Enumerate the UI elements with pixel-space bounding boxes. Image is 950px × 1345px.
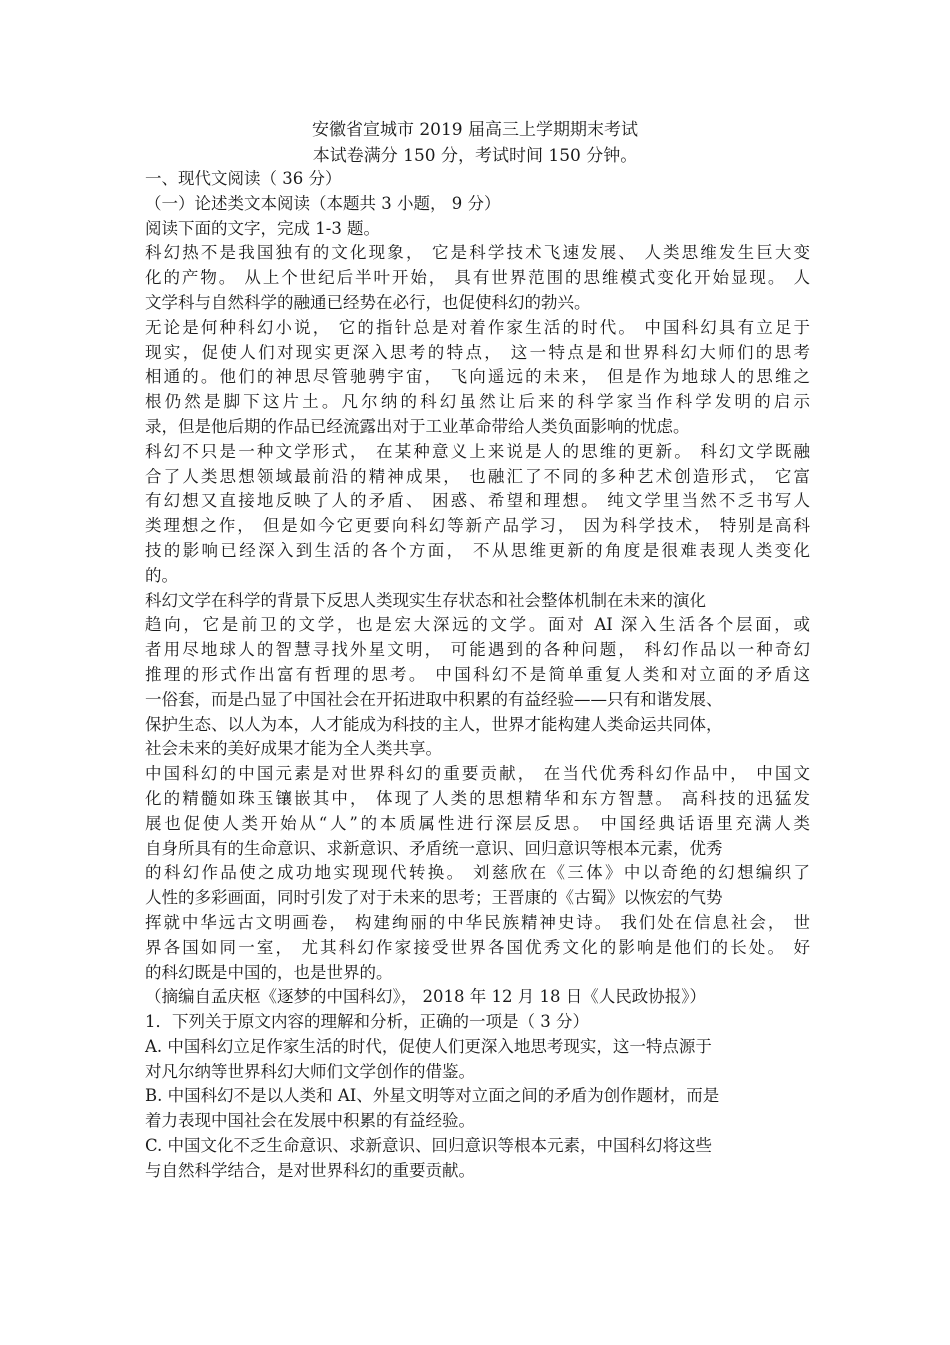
instruction-line: 阅读下面的文字，完成 1-3 题。 <box>145 218 381 238</box>
paragraph-line: 挥就中华远古文明画卷， 构建绚丽的中华民族精神史诗。 我们处在信息社会， 世 <box>145 912 810 932</box>
paragraph-line: 技的影响已经深入到生活的各个方面， 不从思维更新的角度是很难表现人类变化 <box>145 540 810 560</box>
paragraph-line: 科幻不只是一种文学形式， 在某种意义上来说是人的思维的更新。 科幻文学既融 <box>145 441 810 461</box>
paragraph-line: 化的产物。 从上个世纪后半叶开始， 具有世界范围的思维模式变化开始显现。 人 <box>145 268 810 288</box>
paragraph-line: 根仍然是脚下这片土。凡尔纳的科幻虽然让后来的科学家当作科学发明的启示 <box>145 392 810 412</box>
paragraph-line: 现实，促使人们对现实更深入思考的特点， 这一特点是和世界科幻大师们的思考 <box>145 342 810 362</box>
option-b-continued: 着力表现中国社会在发展中积累的有益经验。 <box>145 1111 475 1131</box>
paragraph-line: 自身所具有的生命意识、求新意识、矛盾统一意识、回归意识等根本元素，优秀 <box>145 838 723 858</box>
paragraph-line: 的科幻作品使之成功地实现现代转换。 刘慈欣在《三体》中以奇绝的幻想编织了 <box>145 863 810 883</box>
paragraph-line: 界各国如同一室， 尤其科幻作家接受世界各国优秀文化的影响是他们的长处。 好 <box>145 937 810 957</box>
paragraph-line: 展也促使人类开始从“人”的本质属性进行深层反思。 中国经典话语里充满人类 <box>145 813 810 833</box>
paragraph-line: 合了人类思想领域最前沿的精神成果， 也融汇了不同的多种艺术创造形式， 它富 <box>145 466 810 486</box>
paragraph-line: 推理的形式作出富有哲理的思考。 中国科幻不是简单重复人类和对立面的矛盾这 <box>145 664 810 684</box>
option-b: B. 中国科幻不是以人类和 AI、外星文明等对立面之间的矛盾为创作题材，而是 <box>145 1086 720 1106</box>
paragraph-line: 者用尽地球人的智慧寻找外星文明， 可能遇到的各种问题， 科幻作品以一种奇幻 <box>145 640 810 660</box>
paragraph-line: 一俗套，而是凸显了中国社会在开拓进取中积累的有益经验——只有和谐发展、 <box>145 689 723 709</box>
paragraph-line: 有幻想又直接地反映了人的矛盾、 困惑、希望和理想。 纯文学里当然不乏书写人 <box>145 491 810 511</box>
paragraph-line: 社会未来的美好成果才能为全人类共享。 <box>145 739 442 759</box>
option-a: A. 中国科幻立足作家生活的时代，促使人们更深入地思考现实，这一特点源于 <box>145 1036 712 1056</box>
paragraph-line: 保护生态、以人为本，人才能成为科技的主人，世界才能构建人类命运共同体， <box>145 714 723 734</box>
paragraph-line: 科幻文学在科学的背景下反思人类现实生存状态和社会整体机制在未来的演化 <box>145 590 706 610</box>
title-block <box>0 117 950 169</box>
paragraph-line: 科幻热不是我国独有的文化现象， 它是科学技术飞速发展、 人类思维发生巨大变 <box>145 243 810 263</box>
paragraph-line: 中国科幻的中国元素是对世界科幻的重要贡献， 在当代优秀科幻作品中， 中国文 <box>145 764 810 784</box>
paragraph-line: 类理想之作， 但是如今它更要向科幻等新产品学习， 因为科学技术， 特别是高科 <box>145 516 810 536</box>
option-c-continued: 与自然科学结合，是对世界科幻的重要贡献。 <box>145 1160 475 1180</box>
paragraph-line: 化的精髓如珠玉镶嵌其中， 体现了人类的思想精华和东方智慧。 高科技的迅猛发 <box>145 788 810 808</box>
paragraph-line: 的。 <box>145 565 178 585</box>
question-stem: 1．下列关于原文内容的理解和分析，正确的一项是（ 3 分） <box>145 1012 589 1032</box>
subsection-heading: （一）论述类文本阅读（本题共 3 小题， 9 分） <box>145 193 501 213</box>
paragraph-line: 人性的多彩画面，同时引发了对于未来的思考；王晋康的《古蜀》以恢宏的气势 <box>145 888 723 908</box>
option-a-continued: 对凡尔纳等世界科幻大师们文学创作的借鉴。 <box>145 1061 475 1081</box>
section-heading: 一、现代文阅读（ 36 分） <box>145 169 342 188</box>
exam-title: 安徽省宣城市 2019 届高三上学期期末考试 <box>311 120 639 140</box>
exam-subtitle: 本试卷满分 150 分，考试时间 150 分钟。 <box>312 146 638 166</box>
source-citation: （摘编自孟庆枢《逐梦的中国科幻》， 2018 年 12 月 18 日《人民政协报》） <box>145 987 706 1007</box>
paragraph-line: 无论是何种科幻小说， 它的指针总是对着作家生活的时代。 中国科幻具有立足于 <box>145 317 810 337</box>
paragraph-line: 趋向，它是前卫的文学，也是宏大深远的文学。面对 AI 深入生活各个层面，或 <box>145 615 810 635</box>
paragraph-line: 文学科与自然科学的融通已经势在必行，也促使科幻的勃兴。 <box>145 292 591 312</box>
document-body <box>145 167 810 1184</box>
paragraph-line: 相通的。他们的神思尽管驰骋宇宙， 飞向遥远的未来， 但是作为地球人的思维之 <box>145 367 810 387</box>
option-c: C. 中国文化不乏生命意识、求新意识、回归意识等根本元素，中国科幻将这些 <box>145 1136 713 1156</box>
paragraph-line: 录，但是他后期的作品已经流露出对于工业革命带给人类负面影响的忧虑。 <box>145 416 690 436</box>
paragraph-line: 的科幻既是中国的，也是世界的。 <box>145 962 393 982</box>
